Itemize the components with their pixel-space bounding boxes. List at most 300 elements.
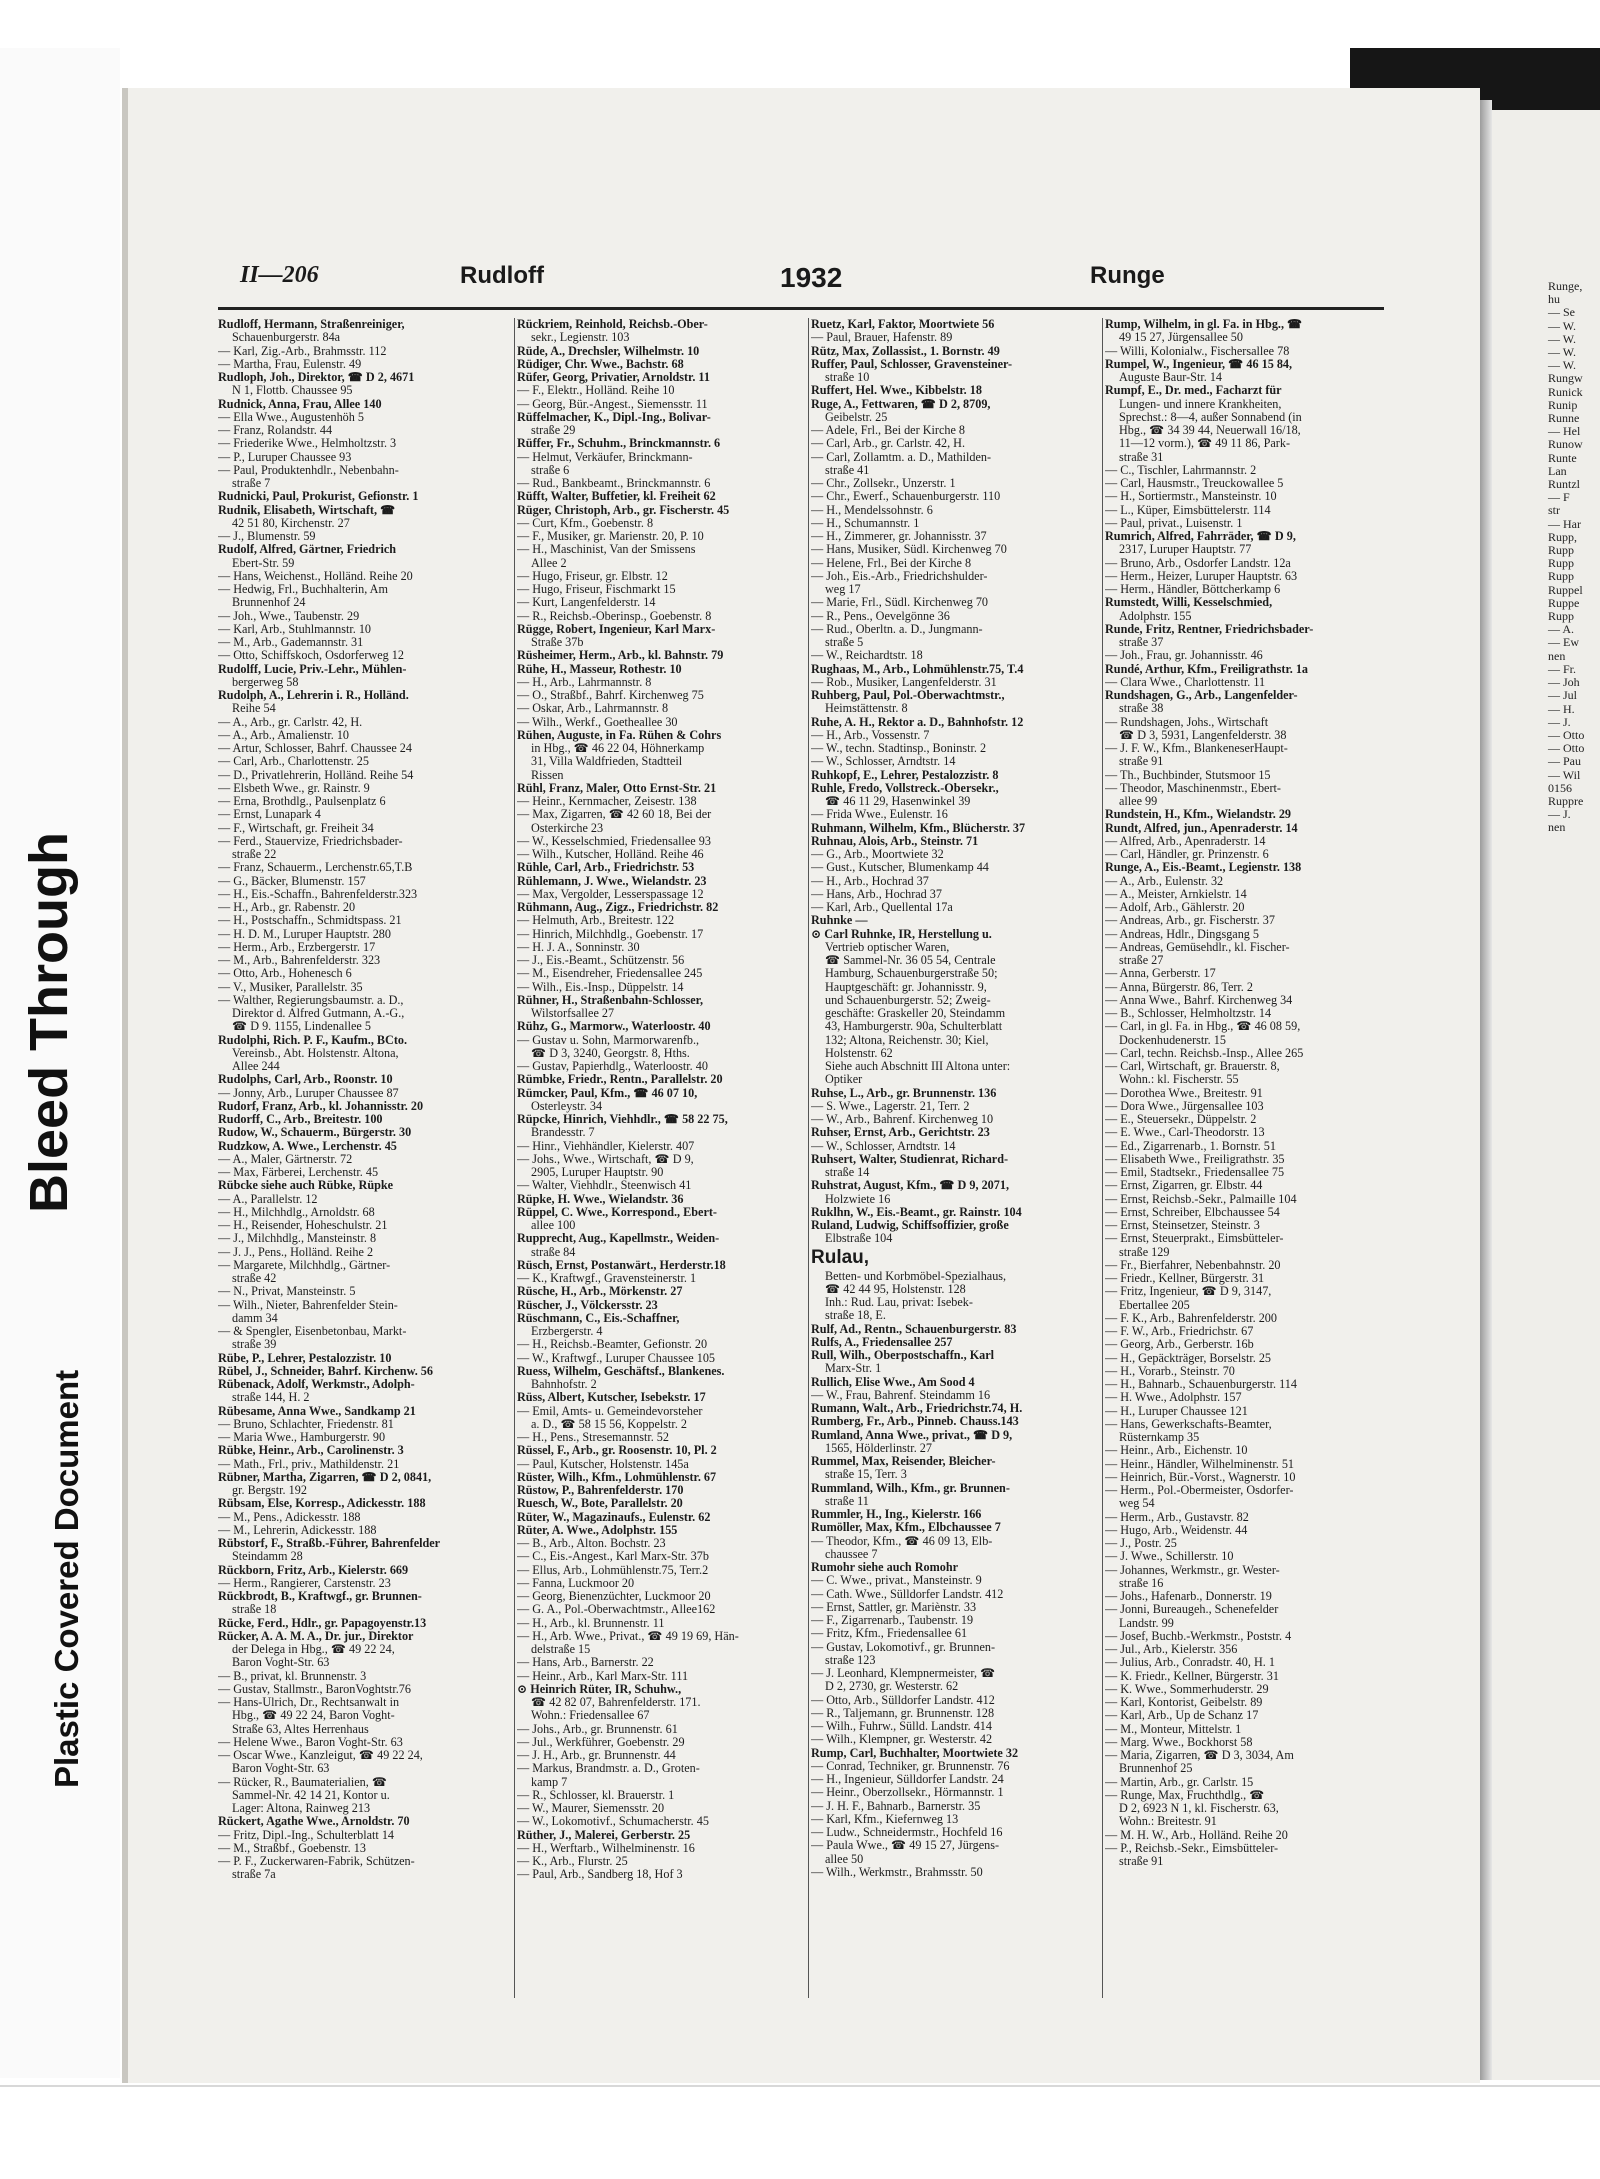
directory-entry: Rüter, A. Wwe., Adolphstr. 155 xyxy=(517,1523,678,1537)
directory-entry: — G., Arb., Moortwiete 32 xyxy=(811,848,944,861)
directory-entry: Lager: Altona, Rainweg 213 xyxy=(232,1802,371,1815)
directory-entry: — W., Schlosser, Arndtstr. 14 xyxy=(811,755,956,769)
directory-entry: kamp 7 xyxy=(531,1775,568,1789)
directory-entry: straße 5 xyxy=(825,636,864,649)
directory-entry: — Elsbeth Wwe., gr. Rainstr. 9 xyxy=(218,781,370,795)
directory-entry: Rudorff, C., Arb., Breitestr. 100 xyxy=(218,1113,383,1126)
directory-entry: — Andreas, Gemüsehdlr., kl. Fischer- xyxy=(1105,940,1290,954)
directory-entry: — Heinrich, Bür.-Vorst., Wagnerstr. 10 xyxy=(1105,1470,1296,1484)
directory-entry: — Georg, Bür.-Angest., Siemensstr. 11 xyxy=(517,397,708,411)
directory-entry: — Chr., Ewerf., Schauenburgerstr. 110 xyxy=(811,490,1001,504)
directory-entry: — K., Arb., Flurstr. 25 xyxy=(517,1855,628,1868)
directory-entry: Vertrieb optischer Waren, xyxy=(825,940,950,954)
directory-entry: allee 100 xyxy=(531,1219,576,1232)
directory-entry: — Marg. Wwe., Bockhorst 58 xyxy=(1105,1735,1253,1749)
directory-entry: — M., Arb., Bahrenfelderstr. 323 xyxy=(218,954,381,967)
directory-entry: — Anna, Bürgerstr. 86, Terr. 2 xyxy=(1105,980,1253,994)
directory-entry: — C., Eis.-Angest., Karl Marx-Str. 37b xyxy=(517,1550,709,1564)
directory-entry: Ruffert, Hel. Wwe., Kibbelstr. 18 xyxy=(811,384,982,398)
directory-entry: — W., techn. Stadtinsp., Boninstr. 2 xyxy=(811,742,987,755)
directory-entry: — Curt, Kfm., Goebenstr. 8 xyxy=(517,516,654,530)
directory-entry: Rudolph, A., Lehrerin i. R., Holländ. xyxy=(218,689,409,702)
directory-entry: Rundt, Alfred, jun., Apenraderstr. 14 xyxy=(1105,821,1298,835)
directory-entry: Rumstedt, Willi, Kesselschmied, xyxy=(1105,596,1273,610)
directory-entry: Ruland, Ludwig, Schiffsoffizier, große xyxy=(811,1219,1009,1232)
directory-entry: — H., Arb., Lahrmannstr. 8 xyxy=(517,675,652,689)
directory-entry: — J. Leonhard, Klempnermeister, ☎ xyxy=(811,1667,996,1680)
next-page-line: Ruppel xyxy=(1548,582,1583,597)
directory-entry: Rühl, Franz, Maler, Otto Ernst-Str. 21 xyxy=(517,781,717,795)
directory-entry: — Helmut, Verkäufer, Brinckmann- xyxy=(517,450,693,464)
directory-entry: Ruhser, Ernst, Arb., Gerichtstr. 23 xyxy=(811,1126,990,1140)
directory-entry: Brunnenhof 25 xyxy=(1119,1762,1193,1776)
directory-entry: Direktor d. Alfred Gutmann, A.-G., xyxy=(232,1007,405,1020)
directory-entry: — Hans, Arb., Barnerstr. 22 xyxy=(517,1656,654,1670)
directory-entry: Rudnicki, Paul, Prokurist, Gefionstr. 1 xyxy=(218,490,419,504)
directory-entry: Rümbke, Friedr., Rentn., Parallelstr. 20 xyxy=(517,1073,723,1087)
directory-entry: — H., Zimmerer, gr. Johannisstr. 37 xyxy=(811,530,987,543)
directory-entry: Baron Voght-Str. 63 xyxy=(232,1762,330,1776)
directory-entry: — W., Schlosser, Arndtstr. 14 xyxy=(811,1139,956,1153)
directory-entry: straße 41 xyxy=(825,463,870,477)
directory-entry: Rupprecht, Aug., Kapellmstr., Weiden- xyxy=(517,1232,720,1246)
directory-entry: — Willi, Kolonialw., Fischersallee 78 xyxy=(1105,344,1290,358)
directory-entry: — G. A., Pol.-Oberwachtmstr., Allee162 xyxy=(517,1603,716,1617)
directory-entry: — Otto, Arb., Sülldorfer Landstr. 412 xyxy=(811,1693,995,1707)
directory-entry: — Hugo, Arb., Weidenstr. 44 xyxy=(1105,1523,1248,1537)
directory-entry: — Herm., Arb., Erzbergerstr. 17 xyxy=(218,940,376,954)
directory-entry: — Emil, Amts- u. Gemeindevorsteher xyxy=(517,1404,703,1418)
directory-entry: — P., Reichsb.-Sekr., Eimsbütteler- xyxy=(1105,1841,1279,1855)
directory-entry: a. D., ☎ 58 15 56, Koppelstr. 2 xyxy=(531,1417,688,1431)
directory-entry: Runge, A., Eis.-Beamt., Legienstr. 138 xyxy=(1105,861,1302,875)
directory-entry: — Carl, Händler, gr. Prinzenstr. 6 xyxy=(1105,848,1269,861)
directory-entry: — Ferd., Stauervize, Friedrichsbader- xyxy=(218,834,403,848)
directory-entry: Rübner, Martha, Zigarren, ☎ D 2, 0841, xyxy=(218,1470,432,1484)
directory-entry: straße 129 xyxy=(1119,1245,1170,1259)
directory-entry: — E. Wwe., Carl-Theodorstr. 13 xyxy=(1105,1126,1265,1140)
directory-entry: straße 18, E. xyxy=(825,1309,886,1323)
directory-entry: — A., Parallelstr. 12 xyxy=(218,1192,318,1206)
directory-entry: — Wilh., Fuhrw., Sülld. Landstr. 414 xyxy=(811,1720,992,1733)
directory-entry: — Paul, Brauer, Hafenstr. 89 xyxy=(811,331,953,345)
directory-entry: — Hinr., Viehhändler, Kielerstr. 407 xyxy=(517,1139,695,1153)
directory-entry: Dockenhudenerstr. 15 xyxy=(1119,1033,1226,1047)
directory-entry: Hauptgeschäft: gr. Johannisstr. 9, xyxy=(825,980,987,994)
directory-entry: — Andreas, Arb., gr. Fischerstr. 37 xyxy=(1105,914,1275,928)
next-page-line: Rupp, xyxy=(1548,529,1578,544)
directory-entry: — Margarete, Milchhdlg., Gärtner- xyxy=(218,1258,391,1272)
directory-entry: — Karl, Zig.-Arb., Brahmsstr. 112 xyxy=(218,344,387,358)
directory-entry: Rudzkow, A. Wwe., Lerchenstr. 45 xyxy=(218,1139,397,1153)
directory-entry: Rumpf, E., Dr. med., Facharzt für xyxy=(1105,384,1282,398)
directory-entry: — H. J. A., Sonninstr. 30 xyxy=(517,940,640,954)
next-page-line: Runip xyxy=(1548,397,1578,412)
directory-entry: — V., Musiker, Parallelstr. 35 xyxy=(218,980,363,994)
directory-entry: Rühlemann, J. Wwe., Wielandstr. 23 xyxy=(517,874,707,888)
directory-entry: Straße 63, Altes Herrenhaus xyxy=(232,1722,369,1736)
directory-entry: — Ernst, Steinsetzer, Steinstr. 3 xyxy=(1105,1219,1260,1232)
directory-entry: — Fritz, Dipl.-Ing., Schulterblatt 14 xyxy=(218,1828,395,1842)
directory-entry: — Ella Wwe., Augustenhöh 5 xyxy=(218,410,365,424)
directory-entry: weg 17 xyxy=(825,583,861,596)
directory-entry: — Hans, Musiker, Südl. Kirchenweg 70 xyxy=(811,543,1007,557)
directory-entry: — M., Arb., Gademannstr. 31 xyxy=(218,636,364,649)
directory-entry: Rümcker, Paul, Kfm., ☎ 46 07 10, xyxy=(517,1086,698,1100)
directory-entry: Allee 244 xyxy=(232,1060,280,1073)
directory-entry: geschäfte: Graskeller 20, Steindamm xyxy=(825,1007,1006,1020)
directory-entry: — H., Sortiermstr., Mansteinstr. 10 xyxy=(1105,490,1277,504)
directory-entry: Rüsternkamp 35 xyxy=(1119,1431,1200,1444)
directory-entry: Rüfer, Georg, Privatier, Arnoldstr. 11 xyxy=(517,371,710,384)
directory-entry: — Andreas, Hdlr., Dingsgang 5 xyxy=(1105,927,1260,941)
directory-entry: Rulfs, A., Friedensallee 257 xyxy=(811,1335,953,1349)
directory-entry: der Delega in Hbg., ☎ 49 22 24, xyxy=(232,1643,395,1656)
directory-entry: straße 27 xyxy=(1119,954,1164,967)
directory-entry: — Joh., Eis.-Arb., Friedrichshulder- xyxy=(811,569,988,583)
directory-entry: straße 31 xyxy=(1119,450,1164,464)
directory-entry: Ebert-Str. 59 xyxy=(232,556,295,570)
directory-entry: sekr., Legienstr. 103 xyxy=(531,331,630,345)
running-head-right: Runge xyxy=(1090,262,1165,289)
directory-entry: — Otto, Arb., Hohenesch 6 xyxy=(218,967,352,981)
next-page-line: — Ew xyxy=(1548,635,1579,650)
directory-entry: Hamburg, Schauenburgerstraße 50; xyxy=(825,967,998,981)
directory-entry: Rübe, P., Lehrer, Pestalozzistr. 10 xyxy=(218,1351,392,1365)
next-page-fragment xyxy=(1492,110,1600,2080)
directory-entry: — H., Reisender, Hoheschulstr. 21 xyxy=(218,1219,388,1232)
directory-entry: — Jonny, Arb., Luruper Chaussee 87 xyxy=(218,1086,399,1100)
directory-entry: — M., Straßbf., Goebenstr. 13 xyxy=(218,1841,366,1855)
directory-entry: straße 10 xyxy=(825,371,870,384)
next-page-line: — W. xyxy=(1548,345,1577,360)
directory-entry: Rübstorf, F., Straßb.-Führer, Bahrenfelder xyxy=(218,1537,441,1550)
directory-entry: — Bruno, Schlachter, Friedenstr. 81 xyxy=(218,1417,394,1431)
directory-entry: straße 15, Terr. 3 xyxy=(825,1468,907,1482)
directory-entry: — Herm., Heizer, Luruper Hauptstr. 63 xyxy=(1105,569,1298,583)
directory-entry: Ruhmann, Wilhelm, Kfm., Blücherstr. 37 xyxy=(811,821,1026,835)
directory-entry: Wilstorfsallee 27 xyxy=(531,1007,615,1020)
next-page-line: — W. xyxy=(1548,331,1577,346)
directory-entry: Rudow, W., Schauerm., Bürgerstr. 30 xyxy=(218,1126,412,1140)
directory-entry: — Carl, Hausmstr., Treuckowallee 5 xyxy=(1105,477,1284,490)
directory-entry: Sammel-Nr. 42 14 21, Kontor u. xyxy=(232,1788,390,1802)
directory-entry: — Carl, techn. Reichsb.-Insp., Allee 265 xyxy=(1105,1046,1304,1060)
directory-entry: Holstenstr. 62 xyxy=(825,1046,893,1060)
directory-entry: — H., Vorarb., Steinstr. 70 xyxy=(1105,1364,1235,1378)
directory-entry: Osterkirche 23 xyxy=(531,821,604,835)
directory-entry: Wohn.: kl. Fischerstr. 55 xyxy=(1119,1073,1239,1087)
directory-entry: Steindamm 28 xyxy=(232,1550,303,1564)
directory-entry: Rüschmann, C., Eis.-Schaffner, xyxy=(517,1311,680,1325)
directory-entry: — Jonni, Bureaugeh., Schenefelder xyxy=(1105,1603,1279,1617)
directory-entry: — J. H. F., Bahnarb., Barnerstr. 35 xyxy=(811,1799,981,1813)
directory-entry: straße 11 xyxy=(825,1494,869,1508)
directory-entry: Betten- und Korbmöbel-Spezialhaus, xyxy=(825,1269,1007,1283)
directory-entry: — B., Arb., Alton. Bochstr. 23 xyxy=(517,1537,666,1550)
directory-entry: — Maria, Zigarren, ☎ D 3, 3034, Am xyxy=(1105,1749,1294,1762)
directory-entry: Rübenack, Adolf, Werkmstr., Adolph- xyxy=(218,1378,415,1391)
directory-entry: — Josef, Buchb.-Werkmstr., Poststr. 4 xyxy=(1105,1629,1292,1643)
directory-entry: — J., Blumenstr. 59 xyxy=(218,530,316,543)
directory-entry: straße 6 xyxy=(531,463,570,477)
directory-column-4 xyxy=(1102,318,1397,1998)
plastic-covered-label: Plastic Covered Document xyxy=(48,1369,85,1788)
directory-entry: — H., Werftarb., Wilhelminenstr. 16 xyxy=(517,1841,695,1855)
directory-entry: — Oskar, Arb., Lahrmannstr. 8 xyxy=(517,702,669,716)
directory-entry: — J. H., Arb., gr. Brunnenstr. 44 xyxy=(517,1749,676,1762)
next-page-line: Lan xyxy=(1548,463,1567,478)
page-gutter-shadow xyxy=(1480,100,1492,2080)
directory-entry: Rückborn, Fritz, Arb., Kielerstr. 669 xyxy=(218,1563,409,1577)
directory-entry: straße 7a xyxy=(232,1868,276,1882)
directory-entry: Rumöller, Max, Kfm., Elbchaussee 7 xyxy=(811,1521,1001,1535)
next-page-line: — Har xyxy=(1548,516,1581,531)
directory-entry: — W., Kraftwgf., Luruper Chaussee 105 xyxy=(517,1351,716,1365)
directory-entry: — F., Musiker, gr. Marienstr. 20, P. 10 xyxy=(517,530,704,543)
directory-entry: Adolphstr. 155 xyxy=(1119,609,1192,623)
directory-entry: ⊙ Heinrich Rüter, IR, Schuhw., xyxy=(517,1682,682,1696)
directory-entry: — Artur, Schlosser, Bahrf. Chaussee 24 xyxy=(218,742,412,755)
directory-entry: straße 29 xyxy=(531,424,576,437)
directory-entry: — Erna, Brothdlg., Paulsenplatz 6 xyxy=(218,795,386,808)
directory-entry: — Friedr., Kellner, Bürgerstr. 31 xyxy=(1105,1272,1265,1285)
directory-entry: Wohn.: Breitestr. 91 xyxy=(1119,1815,1217,1829)
directory-entry: und Schauenburgerstr. 52; Zweig- xyxy=(825,993,991,1007)
directory-entry: — W., Arb., Bahrenf. Kirchenweg 10 xyxy=(811,1113,994,1126)
directory-entry: Rüffelmacher, K., Dipl.-Ing., Bolivar- xyxy=(517,410,711,424)
directory-entry: straße 91 xyxy=(1119,1855,1164,1868)
directory-entry: — Wilh., Klempner, gr. Westerstr. 42 xyxy=(811,1733,993,1747)
directory-entry: Rüppel, C. Wwe., Korrespond., Ebert- xyxy=(517,1205,717,1219)
directory-entry: — Carl, Arb., gr. Carlstr. 42, H. xyxy=(811,437,966,451)
directory-entry: — Fanna, Luckmoor 20 xyxy=(517,1576,635,1590)
directory-entry: — Walter, Viehhdlr., Steenwisch 41 xyxy=(517,1179,692,1193)
directory-entry: — Hans, Gewerkschafts-Beamter, xyxy=(1105,1417,1272,1431)
directory-entry: — Wilh., Eis.-Insp., Düppelstr. 14 xyxy=(517,980,684,994)
directory-entry: Lungen- und innere Krankheiten, xyxy=(1119,397,1282,411)
directory-entry: Rüscher, J., Völckersstr. 23 xyxy=(517,1298,658,1312)
directory-entry: bergerweg 58 xyxy=(232,675,299,689)
directory-entry: — D., Privatlehrerin, Holländ. Reihe 54 xyxy=(218,768,414,782)
directory-entry: — Hans-Ulrich, Dr., Rechtsanwalt in xyxy=(218,1696,400,1709)
directory-entry: Rulf, Ad., Rentn., Schauenburgerstr. 83 xyxy=(811,1322,1017,1336)
directory-entry: damm 34 xyxy=(232,1311,278,1325)
directory-entry: — Dora Wwe., Jürgensallee 103 xyxy=(1105,1099,1264,1113)
next-page-line: Runow xyxy=(1548,437,1583,452)
directory-entry: Reihe 54 xyxy=(232,702,276,716)
directory-entry: — B., privat, kl. Brunnenstr. 3 xyxy=(218,1669,367,1683)
directory-entry: — H., Milchhdlg., Arnoldstr. 68 xyxy=(218,1205,375,1219)
directory-entry: ☎ D 3, 3240, Georgstr. 8, Hths. xyxy=(531,1046,690,1060)
directory-entry: — H., Reichsb.-Beamter, Gefionstr. 20 xyxy=(517,1338,708,1352)
directory-entry: Rumrich, Alfred, Fahrräder, ☎ D 9, xyxy=(1105,530,1296,543)
next-page-line: str xyxy=(1548,503,1560,518)
directory-entry: Rübcke siehe auch Rübke, Rüpke xyxy=(218,1179,394,1193)
directory-entry: — Rob., Musiker, Langenfelderstr. 31 xyxy=(811,675,997,689)
directory-entry: Rughaas, M., Arb., Lohmühlenstr.75, T.4 xyxy=(811,662,1024,676)
directory-entry: — H., Arb., gr. Rabenstr. 20 xyxy=(218,901,356,914)
directory-entry: Rütz, Max, Zollassist., 1. Bornstr. 49 xyxy=(811,344,1000,358)
directory-column-3 xyxy=(808,318,1103,1998)
directory-entry: Bahnhofstr. 2 xyxy=(531,1378,597,1391)
directory-column-2 xyxy=(514,318,809,1998)
directory-entry: — H., Luruper Chaussee 121 xyxy=(1105,1404,1248,1418)
directory-entry: — O., Straßbf., Bahrf. Kirchenweg 75 xyxy=(517,689,704,702)
directory-entry: — Karl, Arb., Quellental 17a xyxy=(811,901,953,914)
next-page-line: Rupp xyxy=(1548,609,1575,624)
directory-entry: — Georg, Bienenzüchter, Luckmoor 20 xyxy=(517,1590,711,1603)
directory-entry: Rüster, Wilh., Kfm., Lohmühlenstr. 67 xyxy=(517,1470,717,1484)
directory-entry: — Helene Wwe., Baron Voght-Str. 63 xyxy=(218,1735,403,1749)
directory-entry: 43, Hamburgerstr. 90a, Schulterblatt xyxy=(825,1020,1003,1034)
directory-entry: ☎ 46 11 29, Hasenwinkel 39 xyxy=(825,795,971,808)
directory-entry: Vereinsb., Abt. Holstenstr. Altona, xyxy=(232,1046,399,1060)
directory-entry: — Hinrich, Milchhdlg., Goebenstr. 17 xyxy=(517,927,704,941)
directory-entry: Rudloff, Hermann, Straßenreiniger, xyxy=(218,318,405,331)
directory-entry: Rückriem, Reinhold, Reichsb.-Ober- xyxy=(517,318,708,331)
directory-entry: 42 51 80, Kirchenstr. 27 xyxy=(232,516,350,530)
directory-entry: — M., Eisendreher, Friedensallee 245 xyxy=(517,967,703,981)
directory-entry: — Heinr., Arb., Eichenstr. 10 xyxy=(1105,1444,1248,1458)
directory-entry: Ruhstrat, August, Kfm., ☎ D 9, 2071, xyxy=(811,1179,1010,1193)
directory-entry: — Bruno, Arb., Osdorfer Landstr. 12a xyxy=(1105,556,1291,570)
directory-entry: Rull, Wilh., Oberpostschaffn., Karl xyxy=(811,1349,995,1362)
directory-entry: — Martha, Frau, Eulenstr. 49 xyxy=(218,357,362,371)
directory-entry: — Fritz, Ingenieur, ☎ D 9, 3147, xyxy=(1105,1285,1272,1299)
directory-entry: — Markus, Brandmstr. a. D., Groten- xyxy=(517,1762,700,1776)
directory-entry: — L., Küper, Eimsbüttelerstr. 114 xyxy=(1105,503,1271,517)
directory-entry: — Clara Wwe., Charlottenstr. 11 xyxy=(1105,675,1266,689)
directory-entry: straße 16 xyxy=(1119,1576,1164,1590)
directory-entry: gr. Bergstr. 192 xyxy=(232,1484,307,1497)
next-page-line: Runtzl xyxy=(1548,477,1580,492)
directory-entry: — Oscar Wwe., Kanzleigut, ☎ 49 22 24, xyxy=(218,1749,423,1762)
directory-entry: Rüpke, H. Wwe., Wielandstr. 36 xyxy=(517,1192,684,1206)
directory-entry: straße 37 xyxy=(1119,636,1164,649)
directory-entry: — Herm., Arb., Gustavstr. 82 xyxy=(1105,1510,1249,1524)
directory-entry: — Frida Wwe., Eulenstr. 16 xyxy=(811,808,948,822)
directory-entry: — R., Reichsb.-Oberinsp., Goebenstr. 8 xyxy=(517,609,712,623)
directory-entry: ⊙ Carl Ruhnke, IR, Herstellung u. xyxy=(811,927,992,941)
directory-entry: — M. H. W., Arb., Holländ. Reihe 20 xyxy=(1105,1828,1288,1842)
directory-entry: — Carl, Arb., Charlottenstr. 25 xyxy=(218,755,369,769)
next-page-line: — Joh xyxy=(1548,675,1580,690)
directory-entry: Auguste Baur-Str. 14 xyxy=(1119,371,1223,384)
next-page-line: — Fr. xyxy=(1548,661,1577,676)
directory-entry: Geibelstr. 25 xyxy=(825,410,888,424)
directory-entry: — J., Eis.-Beamt., Schützenstr. 56 xyxy=(517,954,685,967)
directory-entry: Rübsam, Else, Korresp., Adickesstr. 188 xyxy=(218,1497,426,1511)
directory-entry: — Gust., Kutscher, Blumenkamp 44 xyxy=(811,861,989,875)
directory-entry: Rullich, Elise Wwe., Am Sood 4 xyxy=(811,1375,975,1389)
directory-entry: — H. D. M., Luruper Hauptstr. 280 xyxy=(218,927,391,941)
directory-entry: — Max, Färberei, Lerchenstr. 45 xyxy=(218,1166,379,1179)
directory-entry: — Anna, Gerberstr. 17 xyxy=(1105,967,1216,981)
directory-entry: Rudorf, Franz, Arb., kl. Johannisstr. 20 xyxy=(218,1099,424,1113)
directory-entry: — Ludw., Schneidermstr., Hochfeld 16 xyxy=(811,1826,1003,1839)
directory-entry: — K., Kraftwgf., Gravensteinerstr. 1 xyxy=(517,1272,697,1285)
directory-entry: — Max, Zigarren, ☎ 42 60 18, Bei der xyxy=(517,808,712,822)
directory-entry: allee 50 xyxy=(825,1852,864,1866)
directory-entry: — W., Frau, Bahrenf. Steindamm 16 xyxy=(811,1388,991,1402)
directory-entry: 49 15 27, Jürgensallee 50 xyxy=(1119,331,1243,345)
directory-entry: straße 7 xyxy=(232,477,271,490)
directory-entry: Rüsch, Ernst, Postanwärt., Herderstr.18 xyxy=(517,1258,726,1272)
directory-entry: — Hans, Arb., Hochrad 37 xyxy=(811,887,942,901)
directory-entry: — Ellus, Arb., Lohmühlenstr.75, Terr.2 xyxy=(517,1563,709,1577)
directory-entry: — Rud., Bankbeamt., Brinckmannstr. 6 xyxy=(517,477,711,490)
directory-entry: — J. F. W., Kfm., BlankeneserHaupt- xyxy=(1105,742,1288,755)
directory-entry: Baron Voght-Str. 63 xyxy=(232,1656,330,1670)
directory-entry: Rückert, Agathe Wwe., Arnoldstr. 70 xyxy=(218,1815,410,1829)
directory-entry: — P., Luruper Chaussee 93 xyxy=(218,450,352,464)
directory-entry: Rübel, J., Schneider, Bahrf. Kirchenw. 56 xyxy=(218,1364,433,1378)
directory-entry: — Jul., Werkführer, Goebenstr. 29 xyxy=(517,1735,685,1749)
directory-entry: — Joh., Wwe., Taubenstr. 29 xyxy=(218,609,360,623)
directory-entry: — Max, Vergolder, Lesserspassage 12 xyxy=(517,887,704,901)
directory-entry: — Ernst, Zigarren, gr. Elbstr. 44 xyxy=(1105,1179,1263,1193)
directory-entry: Rühner, H., Straßenbahn-Schlosser, xyxy=(517,993,704,1007)
bleed-through-label: Bleed Through xyxy=(19,832,79,1213)
directory-entry: — H., Arb., kl. Brunnenstr. 11 xyxy=(517,1616,665,1630)
directory-entry: — Gustav, Papierhdlg., Waterloostr. 40 xyxy=(517,1060,708,1073)
directory-entry: Rübke, Heinr., Arb., Carolinenstr. 3 xyxy=(218,1444,404,1458)
directory-entry: straße 39 xyxy=(232,1338,277,1352)
directory-entry: — H., Arb., Vossenstr. 7 xyxy=(811,728,930,742)
directory-entry: Hbg., ☎ 49 22 24, Baron Voght- xyxy=(232,1709,395,1723)
directory-entry: — Th., Buchbinder, Stutsmoor 15 xyxy=(1105,768,1271,782)
directory-entry: — Joh., Frau, gr. Johannisstr. 46 xyxy=(1105,649,1263,663)
directory-entry: Ruhnke — xyxy=(811,914,868,928)
next-page-line: Ruppre xyxy=(1548,793,1584,808)
directory-entry: — H., Ingenieur, Sülldorfer Landstr. 24 xyxy=(811,1773,1004,1786)
directory-entry: — Johannes, Werkmstr., gr. Wester- xyxy=(1105,1563,1280,1577)
directory-entry: — Johs., Hafenarb., Donnerstr. 19 xyxy=(1105,1590,1272,1603)
directory-entry: Marx-Str. 1 xyxy=(825,1362,882,1376)
directory-entry: — Maria Wwe., Hamburgerstr. 90 xyxy=(218,1431,386,1444)
directory-entry: — R., Pens., Oevelgönne 36 xyxy=(811,609,950,623)
directory-entry: Elbstraße 104 xyxy=(825,1232,893,1246)
directory-entry: — Gustav, Stallmstr., BaronVoghtstr.76 xyxy=(218,1682,411,1696)
directory-entry: Rüffer, Fr., Schuhm., Brinckmannstr. 6 xyxy=(517,437,721,451)
directory-entry: — Carl, in gl. Fa. in Hbg., ☎ 46 08 59, xyxy=(1105,1020,1301,1034)
directory-entry: — Franz, Rolandstr. 44 xyxy=(218,424,333,437)
directory-entry: Schauenburgerstr. 84a xyxy=(232,331,341,345)
next-page-line: Runge, xyxy=(1548,279,1583,293)
directory-entry: Rumpel, W., Ingenieur, ☎ 46 15 84, xyxy=(1105,357,1293,371)
directory-entry: — Gustav u. Sohn, Marmorwarenfb., xyxy=(517,1033,700,1047)
directory-entry: straße 38 xyxy=(1119,702,1164,716)
directory-entry: — W., Kesselschmied, Friedensallee 93 xyxy=(517,834,711,848)
page-number: II—206 xyxy=(240,262,319,288)
next-page-line: — J. xyxy=(1548,714,1571,729)
directory-entry: Optiker xyxy=(825,1073,863,1087)
directory-entry: — Hugo, Friseur, Fischmarkt 15 xyxy=(517,583,676,596)
next-page-line: Runne xyxy=(1548,411,1580,426)
scan-frame-top xyxy=(0,0,1600,48)
directory-entry: Rüde, A., Drechsler, Wilhelmstr. 10 xyxy=(517,344,700,358)
directory-entry: — Paul, privat., Luisenstr. 1 xyxy=(1105,516,1243,530)
directory-entry: straße 14 xyxy=(825,1166,870,1179)
directory-entry: — F. K., Arb., Bahrenfelderstr. 200 xyxy=(1105,1311,1277,1325)
directory-entry: ☎ D 3, 5931, Langenfelderstr. 38 xyxy=(1119,728,1287,742)
directory-entry: — F. W., Arb., Friedrichstr. 67 xyxy=(1105,1325,1254,1338)
directory-entry: — A., Arb., Eulenstr. 32 xyxy=(1105,874,1224,888)
next-page-line: — Otto xyxy=(1548,741,1585,756)
directory-entry: — H., Eis.-Schaffn., Bahrenfelderstr.323 xyxy=(218,887,418,901)
directory-entry: allee 99 xyxy=(1119,795,1158,808)
